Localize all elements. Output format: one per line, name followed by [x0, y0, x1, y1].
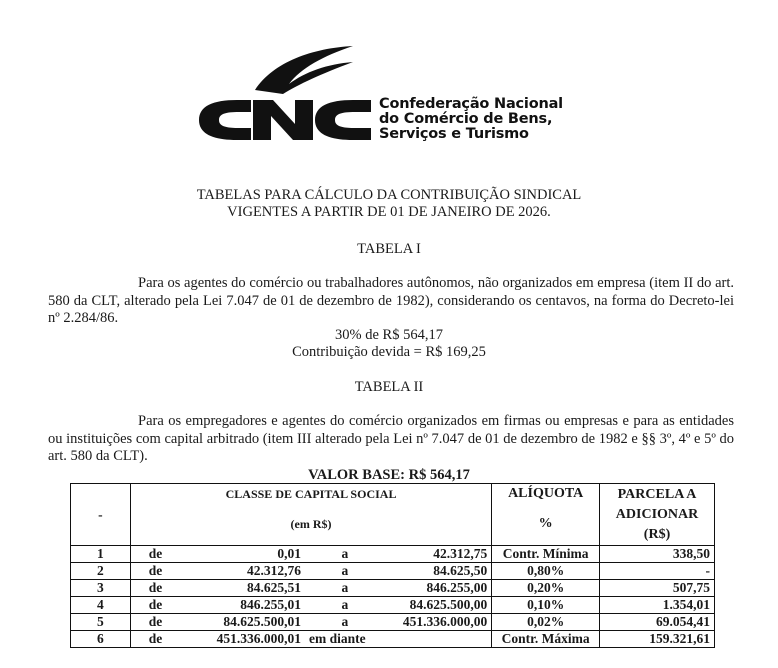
row-de: de: [130, 597, 180, 614]
header-classe: [130, 484, 491, 546]
row-de: de: [130, 546, 180, 563]
heading-line-2: VIGENTES A PARTIR DE 01 DE JANEIRO DE 2026.: [227, 204, 551, 220]
cnc-logo-name: [379, 97, 563, 142]
header-em-label: (em R$): [290, 517, 332, 531]
cnc-logo-mark: [193, 44, 373, 150]
row-to: [385, 631, 492, 648]
row-aliquota: 0,10%: [492, 597, 600, 614]
row-a: em diante: [305, 631, 385, 648]
capital-social-table: [70, 483, 715, 648]
header-pct-label: %: [538, 516, 553, 531]
heading-line-1: TABELAS PARA CÁLCULO DA CONTRIBUIÇÃO SINDICAL: [196, 187, 582, 203]
header-parcela-2: ADICIONAR: [615, 507, 699, 522]
row-number: 1: [71, 546, 131, 563]
row-aliquota: Contr. Máxima: [492, 631, 600, 648]
row-from: 84.625,51: [180, 580, 305, 597]
tabela1-title: TABELA I: [357, 241, 421, 257]
tabela2-title: TABELA II: [354, 379, 424, 395]
logo-line-2: do Comércio de Bens,: [379, 111, 553, 127]
row-from: 451.336.000,01: [180, 631, 305, 648]
tabela2-paragraph: Para os empregadores e agentes do comércio organizados em firmas ou empresas e para as entidades ou instituições com capital arbitrado (item III alterado pela Lei nº 7.047 de 01 de dezembro de 1982 e §§ 3º, 4º e 5º do art. 580 da CLT).: [48, 413, 734, 464]
table-row: [71, 614, 715, 631]
tabela1-calc-line2: Contribuição devida = R$ 169,25: [292, 344, 486, 360]
row-parcela: 507,75: [600, 580, 715, 597]
tabela1-paragraph: Para os agentes do comércio ou trabalhadores autônomos, não organizados em empresa (item II do art. 580 da CLT, alterado pela Lei 7.047 de 01 de dezembro de 1982), considerando os centavos, na forma do Decreto-lei nº 2.284/86.: [48, 275, 734, 326]
table-row: [71, 580, 715, 597]
row-to: 846.255,00: [385, 580, 492, 597]
row-number: 2: [71, 563, 131, 580]
row-aliquota: 0,02%: [492, 614, 600, 631]
row-to: 451.336.000,00: [385, 614, 492, 631]
row-a: a: [305, 580, 385, 597]
header-parcela-3: (R$): [643, 527, 671, 542]
row-from: 42.312,76: [180, 563, 305, 580]
cnc-logo: [193, 44, 613, 150]
table-row: [71, 631, 715, 648]
row-de: de: [130, 631, 180, 648]
header-aliquota: [492, 484, 600, 546]
row-de: de: [130, 580, 180, 597]
row-from: 0,01: [180, 546, 305, 563]
row-parcela: 69.054,41: [600, 614, 715, 631]
header-parcela: [600, 484, 715, 546]
row-number: 3: [71, 580, 131, 597]
row-parcela: 338,50: [600, 546, 715, 563]
table-header-row: [71, 484, 715, 546]
row-parcela: 159.321,61: [600, 631, 715, 648]
row-parcela: -: [600, 563, 715, 580]
row-parcela: 1.354,01: [600, 597, 715, 614]
row-number: 6: [71, 631, 131, 648]
row-de: de: [130, 563, 180, 580]
row-aliquota: 0,80%: [492, 563, 600, 580]
tabela1-calc-line1: 30% de R$ 564,17: [335, 327, 443, 343]
tabela1-calc: [0, 327, 778, 361]
row-from: 84.625.500,01: [180, 614, 305, 631]
row-to: 42.312,75: [385, 546, 492, 563]
row-from: 846.255,01: [180, 597, 305, 614]
main-heading: [0, 187, 778, 221]
table-row: [71, 546, 715, 563]
row-aliquota: Contr. Mínima: [492, 546, 600, 563]
header-aliquota-label: ALÍQUOTA: [508, 486, 584, 501]
row-de: de: [130, 614, 180, 631]
row-a: a: [305, 614, 385, 631]
header-classe-label: CLASSE DE CAPITAL SOCIAL: [225, 487, 397, 501]
row-aliquota: 0,20%: [492, 580, 600, 597]
row-a: a: [305, 546, 385, 563]
table-row: [71, 597, 715, 614]
logo-line-3: Serviços e Turismo: [379, 126, 529, 142]
table-row: [71, 563, 715, 580]
row-to: 84.625,50: [385, 563, 492, 580]
row-to: 84.625.500,00: [385, 597, 492, 614]
logo-line-1: Confederação Nacional: [379, 96, 563, 112]
header-parcela-1: PARCELA A: [617, 487, 697, 502]
valor-base: VALOR BASE: R$ 564,17: [308, 467, 470, 483]
row-a: a: [305, 597, 385, 614]
row-number: 4: [71, 597, 131, 614]
row-number: 5: [71, 614, 131, 631]
row-a: a: [305, 563, 385, 580]
header-dash: -: [71, 484, 131, 546]
